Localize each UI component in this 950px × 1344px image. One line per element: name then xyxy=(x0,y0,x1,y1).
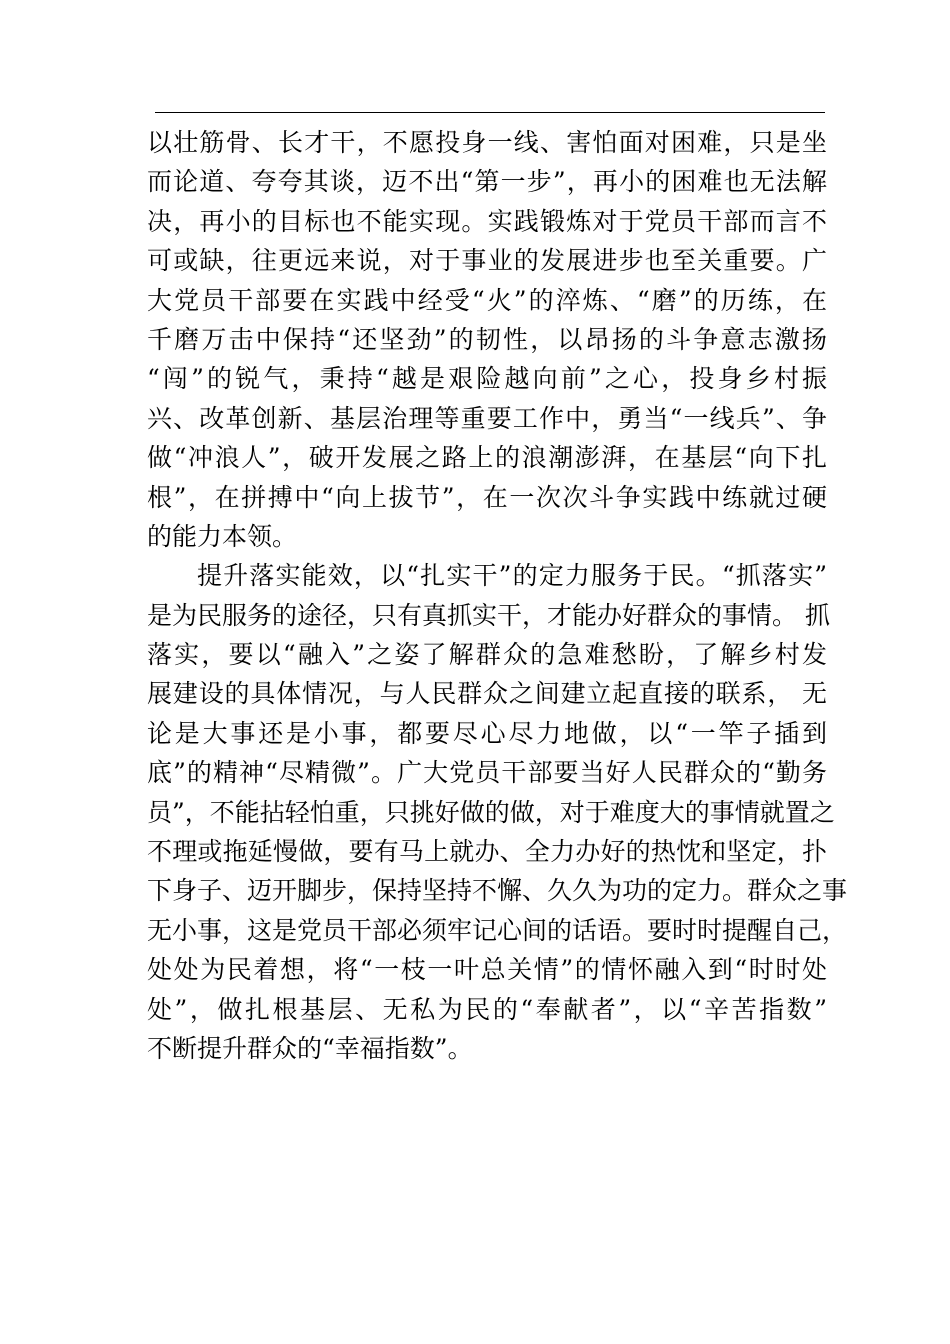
text-line: 根”，在拼搏中“向上拔节”，在一次次斗争实践中练就过硬 xyxy=(147,482,827,512)
text-line: 可或缺，往更远来说，对于事业的发展进步也至关重要。广 xyxy=(147,246,827,276)
text-line: 兴、改革创新、基层治理等重要工作中，勇当“一线兵”、争 xyxy=(147,403,827,433)
text-line: 处”，做扎根基层、无私为民的“奉献者”，以“辛苦指数” xyxy=(147,994,827,1024)
text-line: 展建设的具体情况，与人民群众之间建立起直接的联系， 无 xyxy=(147,679,827,709)
text-line: 是为民服务的途径，只有真抓实干，才能办好群众的事情。 抓 xyxy=(147,600,830,630)
text-line: 做“冲浪人”，破开发展之路上的浪潮澎湃，在基层“向下扎 xyxy=(147,443,827,473)
text-line: 处处为民着想，将“一枝一叶总关情”的情怀融入到“时时处 xyxy=(147,955,827,985)
paragraph-2 xyxy=(147,556,848,1068)
text-line: 以壮筋骨、长才干，不愿投身一线、害怕面对困难，只是坐 xyxy=(147,128,827,157)
text-line: “闯”的锐气，秉持“越是艰险越向前”之心，投身乡村振 xyxy=(147,364,827,394)
text-line: 落实，要以“融入”之姿了解群众的急难愁盼，了解乡村发 xyxy=(147,640,827,670)
text-line: 不断提升群众的“幸福指数”。 xyxy=(147,1033,473,1063)
text-line: 提升落实能效，以“扎实干”的定力服务于民。“抓落实” xyxy=(197,561,828,591)
text-line: 决，再小的目标也不能实现。实践锻炼对于党员干部而言不 xyxy=(147,206,827,236)
text-line: 大党员干部要在实践中经受“火”的淬炼、“磨”的历练，在 xyxy=(147,285,827,315)
text-line: 员”，不能拈轻怕重，只挑好做的做，对于难度大的事情就置之 xyxy=(147,797,835,827)
text-line: 底”的精神“尽精微”。广大党员干部要当好人民群众的“勤务 xyxy=(147,758,827,788)
text-line: 下身子、迈开脚步，保持坚持不懈、久久为功的定力。群众之事 xyxy=(147,876,848,906)
text-line: 而论道、夸夸其谈，迈不出“第一步”，再小的困难也无法解 xyxy=(147,167,827,197)
paragraph-1 xyxy=(147,123,827,556)
body-text xyxy=(147,123,848,1068)
text-line: 的能力本领。 xyxy=(147,521,298,551)
header-rule xyxy=(155,112,825,113)
text-line: 千磨万击中保持“还坚劲”的韧性，以昂扬的斗争意志激扬 xyxy=(147,324,827,354)
text-line: 论是大事还是小事，都要尽心尽力地做，以“一竿子插到 xyxy=(147,718,827,748)
text-line: 不理或拖延慢做，要有马上就办、全力办好的热忱和坚定，扑 xyxy=(147,837,827,867)
text-line: 无小事，这是党员干部必须牢记心间的话语。要时时提醒自己， xyxy=(147,915,848,945)
